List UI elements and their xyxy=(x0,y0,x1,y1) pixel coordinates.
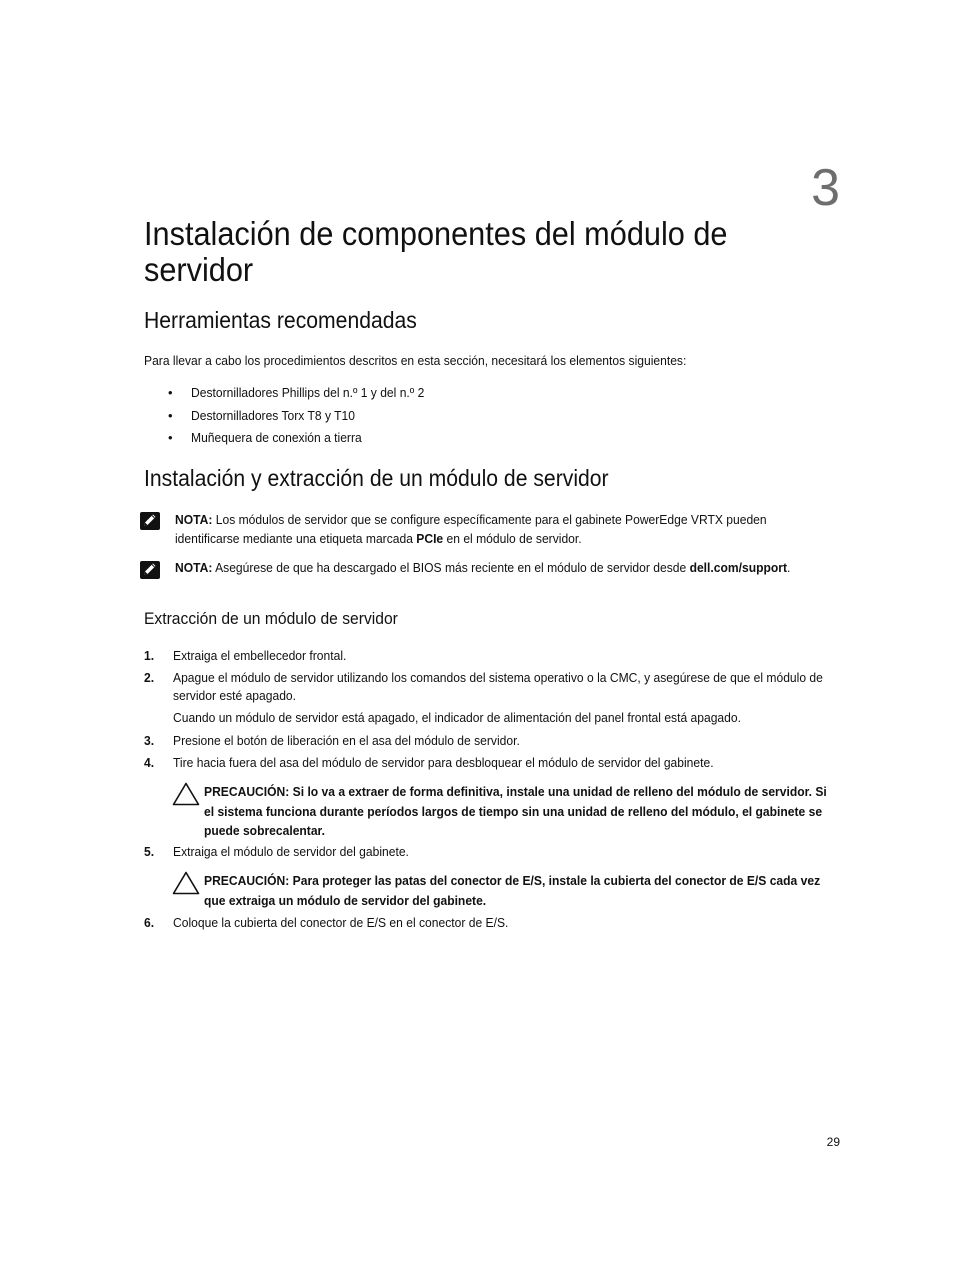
list-item: Destornilladores Phillips del n.º 1 y del n.º 2 xyxy=(191,385,425,400)
note-label: NOTA: xyxy=(175,512,213,527)
subsection-heading-removal: Extracción de un módulo de servidor xyxy=(144,609,398,628)
caution-text: PRECAUCIÓN: Para proteger las patas del conector de E/S, instale la cubierta del conector de E/S cada vez que extraiga un módulo de servidor del gabinete. xyxy=(204,873,821,908)
note-text: Los módulos de servidor que se configure específicamente para el gabinete PowerEdge VRTX pueden xyxy=(212,512,767,527)
step-number: 4. xyxy=(144,755,155,770)
step-text: Extraiga el módulo de servidor del gabinete. xyxy=(173,844,409,859)
note-text: . xyxy=(786,560,791,575)
step-number: 3. xyxy=(144,733,155,748)
note-text: Asegúrese de que ha descargado el BIOS más reciente en el módulo de servidor desde xyxy=(212,560,690,575)
step-number: 1. xyxy=(144,648,155,663)
support-link[interactable]: dell.com/support xyxy=(689,560,787,575)
pcie-label: PCIe xyxy=(416,531,444,546)
pencil-note-icon xyxy=(140,512,160,530)
pencil-note-icon xyxy=(140,561,160,579)
note-label: NOTA: xyxy=(175,560,213,575)
step-note: Cuando un módulo de servidor está apagado, el indicador de alimentación del panel frontal está apagado. xyxy=(173,710,741,725)
step-number: 6. xyxy=(144,915,155,930)
step-text: Tire hacia fuera del asa del módulo de servidor para desbloquear el módulo de servidor del gabinete. xyxy=(173,755,714,770)
warning-triangle-icon xyxy=(172,782,200,806)
bullet-dot: • xyxy=(168,385,173,400)
note-text-bios xyxy=(175,559,790,577)
bullet-dot: • xyxy=(168,408,173,423)
section-heading-tools: Herramientas recomendadas xyxy=(144,307,417,333)
caution-text: PRECAUCIÓN: Si lo va a extraer de forma definitiva, instale una unidad de relleno del módulo de servidor. Si el sistema funciona durante períodos largos de tiempo sin una unidad de relleno del módulo, el gabinete se puede sobrecalentar. xyxy=(204,784,827,838)
step-text: Extraiga el embellecedor frontal. xyxy=(173,648,347,663)
note-text: identificarse mediante una etiqueta marcada xyxy=(175,531,417,546)
step-text: Coloque la cubierta del conector de E/S en el conector de E/S. xyxy=(173,915,509,930)
note-text-line2 xyxy=(175,530,582,548)
chapter-title: Instalación de componentes del módulo de servidor xyxy=(144,215,728,288)
step-text: Apague el módulo de servidor utilizando los comandos del sistema operativo o la CMC, y asegúrese de que el módulo de servidor esté apagado. xyxy=(173,670,823,703)
section-heading-install: Instalación y extracción de un módulo de servidor xyxy=(144,465,609,491)
list-item: Destornilladores Torx T8 y T10 xyxy=(191,408,355,423)
page-number: 29 xyxy=(826,1135,840,1149)
list-item: Muñequera de conexión a tierra xyxy=(191,430,362,445)
step-number: 2. xyxy=(144,670,155,685)
warning-triangle-icon xyxy=(172,871,200,895)
chapter-number: 3 xyxy=(811,159,840,217)
tools-intro: Para llevar a cabo los procedimientos descritos en esta sección, necesitará los elementos siguientes: xyxy=(144,353,687,368)
step-text: Presione el botón de liberación en el asa del módulo de servidor. xyxy=(173,733,520,748)
note-text-line1 xyxy=(175,511,767,529)
bullet-dot: • xyxy=(168,430,173,445)
note-text: en el módulo de servidor. xyxy=(443,531,582,546)
step-number: 5. xyxy=(144,844,155,859)
